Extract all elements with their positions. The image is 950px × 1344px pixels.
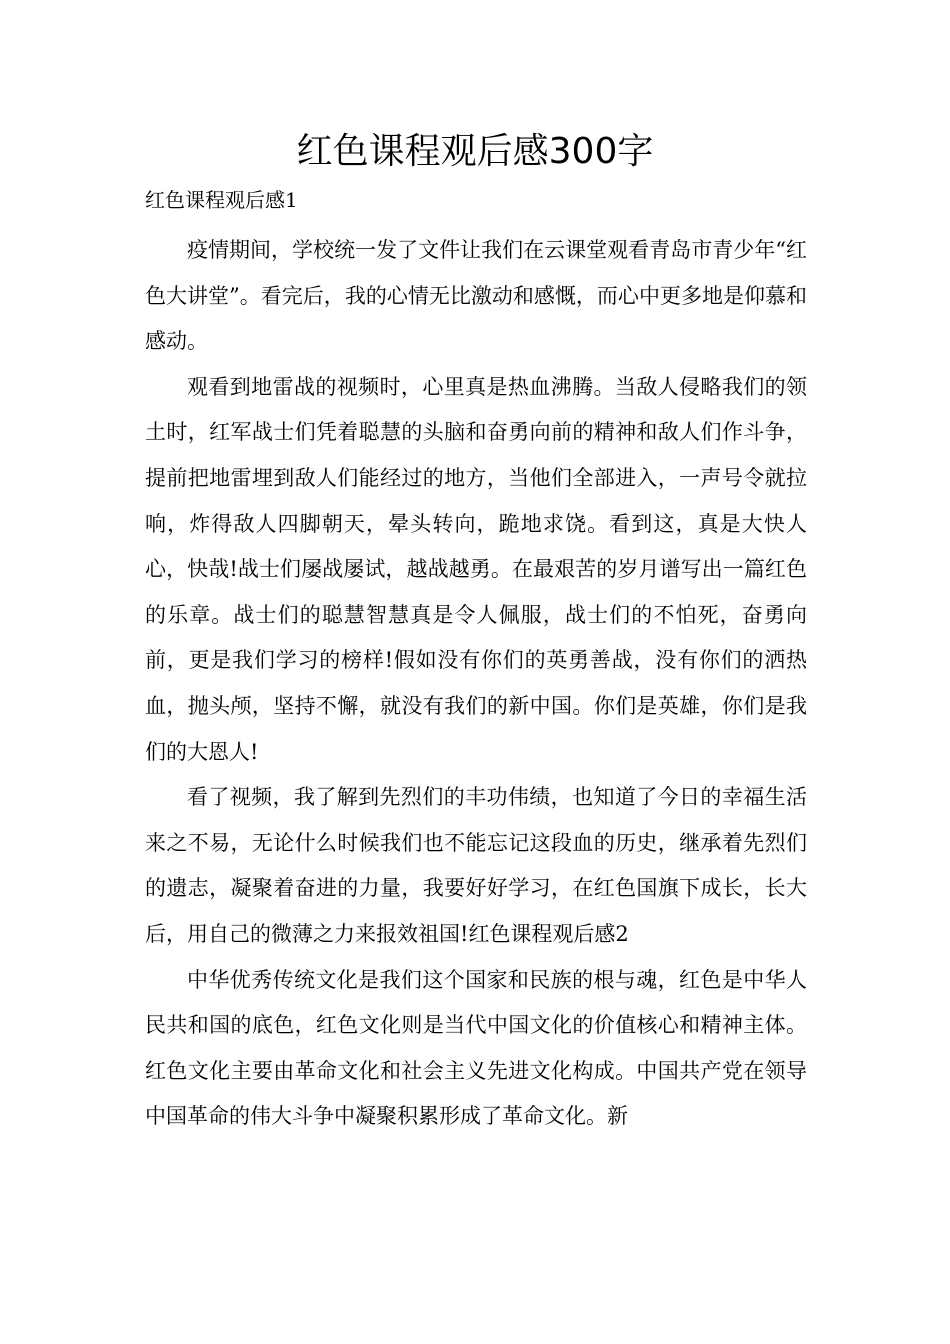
document-body	[145, 228, 807, 1140]
paragraph: 看了视频，我了解到先烈们的丰功伟绩，也知道了今日的幸福生活来之不易，无论什么时候我们也不能忘记这段血的历史，继承着先烈们的遗志，凝聚着奋进的力量，我要好好学习，在红色国旗下成长，长大后，用自己的微薄之力来报效祖国!红色课程观后感2	[145, 785, 807, 946]
paragraph: 疫情期间，学校统一发了文件让我们在云课堂观看青岛市青少年“红色大讲堂”。看完后，我的心情无比激动和感慨，而心中更多地是仰慕和感动。	[145, 238, 807, 354]
section-heading: 红色课程观后感1	[145, 188, 298, 212]
paragraph: 中华优秀传统文化是我们这个国家和民族的根与魂，红色是中华人民共和国的底色，红色文化则是当代中国文化的价值核心和精神主体。红色文化主要由革命文化和社会主义先进文化构成。中国共产党在领导中国革命的伟大斗争中凝聚积累形成了革命文化。新	[145, 967, 807, 1129]
page-title: 红色课程观后感300字	[296, 131, 654, 172]
paragraph: 观看到地雷战的视频时，心里真是热血沸腾。当敌人侵略我们的领土时，红军战士们凭着聪慧的头脑和奋勇向前的精神和敌人们作斗争，提前把地雷埋到敌人们能经过的地方，当他们全部进入，一声号令就拉响，炸得敌人四脚朝天，晕头转向，跪地求饶。看到这，真是大快人心，快哉!战士们屡战屡试，越战越勇。在最艰苦的岁月谱写出一篇红色的乐章。战士们的聪慧智慧真是令人佩服，战士们的不怕死，奋勇向前，更是我们学习的榜样!假如没有你们的英勇善战，没有你们的洒热血，抛头颅，坚持不懈，就没有我们的新中国。你们是英雄，你们是我们的大恩人!	[145, 374, 807, 764]
